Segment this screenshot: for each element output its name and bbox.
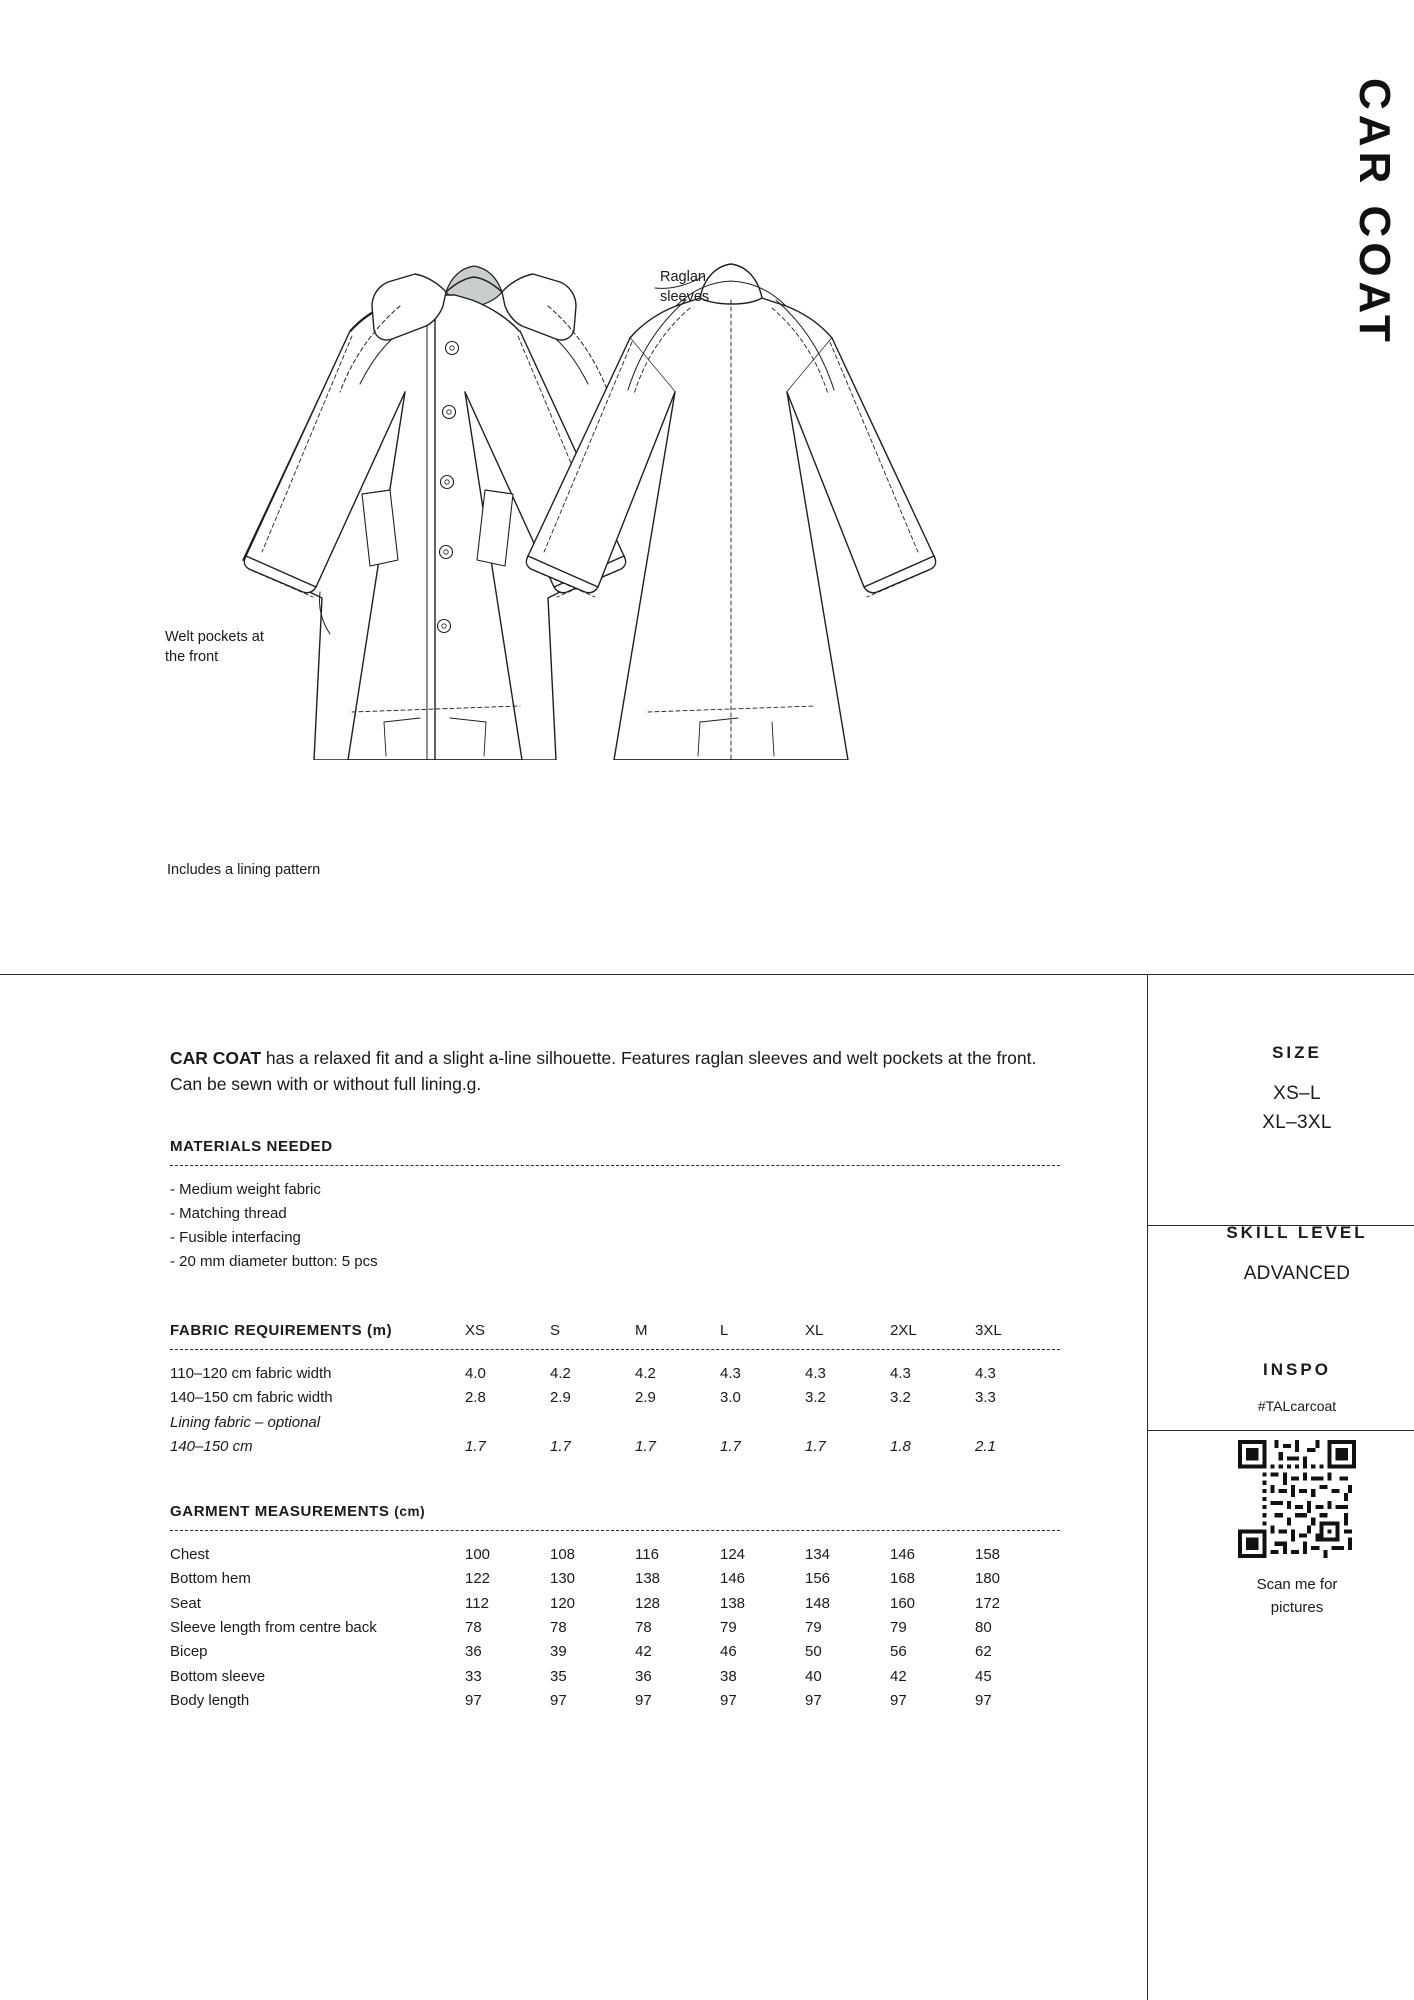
callout-raglan-line1: Raglan [660,269,706,285]
cell-3xl: 2.1 [975,1437,996,1455]
cell-xs: 122 [465,1570,491,1588]
cell-3xl: 62 [975,1643,992,1661]
technical-drawing [0,0,1180,760]
callout-welt-line2: the front [165,648,219,665]
cell-s: 120 [550,1594,576,1612]
size-block [1180,975,1414,1138]
garment-measurements-block [170,1503,1060,1713]
cell-m: 36 [635,1667,652,1685]
page-title: CAR COAT [1350,78,1399,347]
cell-3xl: 158 [975,1546,1001,1564]
fabric-heading [170,1319,465,1343]
cell-l: 138 [720,1594,746,1612]
cell-2xl: 168 [890,1570,916,1588]
cell-s: 78 [550,1619,567,1637]
skill-level-block [1180,1138,1414,1288]
intro-bold: CAR COAT [170,1048,262,1068]
qr-code[interactable] [1238,1440,1356,1558]
list-item: - 20 mm diameter button: 5 pcs [170,1253,378,1271]
row-label: Chest [170,1546,210,1564]
row-label: Seat [170,1594,201,1612]
row-label: Bicep [170,1643,208,1661]
size-col-m: M [635,1321,648,1339]
measurements-unit: (cm) [394,1504,426,1520]
inspo-heading: INSPO [1263,1360,1331,1380]
cell-xs: 36 [465,1643,482,1661]
row-label: Bottom hem [170,1570,251,1588]
cell-xs: 4.0 [465,1364,486,1382]
cell-2xl: 97 [890,1691,907,1709]
cell-3xl: 3.3 [975,1389,996,1407]
cell-xl: 79 [805,1619,822,1637]
cell-s: 108 [550,1546,576,1564]
row-label: Bottom sleeve [170,1667,266,1685]
skill-level-value: ADVANCED [1243,1262,1351,1284]
fabric-requirements-block [170,1319,1060,1459]
table-row [170,1362,1060,1386]
table-row [170,1435,1060,1459]
cell-s: 97 [550,1691,567,1709]
list-item: - Medium weight fabric [170,1180,321,1198]
fabric-requirements-table [170,1319,1060,1343]
cell-xl: 148 [805,1594,831,1612]
cell-xl: 1.7 [805,1437,826,1455]
callout-raglan-line2: sleeves [660,288,710,305]
table-row [170,1592,1060,1616]
cell-s: 35 [550,1667,567,1685]
fabric-heading-text: FABRIC REQUIREMENTS [170,1321,363,1339]
size-col-2xl: 2XL [890,1321,917,1339]
cell-m: 1.7 [635,1437,656,1455]
cell-2xl: 4.3 [890,1364,911,1382]
measurements-dashed-rule [170,1530,1060,1531]
callout-welt-line1: Welt pockets at [165,629,264,645]
callout-welt-pockets [165,628,264,667]
row-label: 140–150 cm [170,1437,253,1455]
cell-m: 42 [635,1643,652,1661]
size-col-l: L [720,1321,729,1339]
cell-xl: 134 [805,1546,831,1564]
cell-l: 1.7 [720,1437,741,1455]
cell-m: 4.2 [635,1364,656,1382]
cell-l: 146 [720,1570,746,1588]
size-heading: SIZE [1272,1043,1322,1062]
materials-dashed-rule [170,1165,1060,1166]
cell-3xl: 45 [975,1667,992,1685]
cell-xl: 40 [805,1667,822,1685]
scan-caption [1180,1574,1414,1619]
measurements-heading [170,1503,1060,1520]
cell-2xl: 56 [890,1643,907,1661]
size-range-2: XL–3XL [1262,1112,1332,1134]
cell-3xl: 180 [975,1570,1001,1588]
fabric-unit: (m) [367,1321,393,1339]
cell-m: 78 [635,1619,652,1637]
cell-xl: 50 [805,1643,822,1661]
spacer-2 [170,1459,1060,1503]
list-item: - Matching thread [170,1204,287,1222]
inspo-hashtag: #TALcarcoat [1257,1398,1337,1415]
cell-2xl: 1.8 [890,1437,911,1455]
table-row [170,1616,1060,1640]
cell-s: 130 [550,1570,576,1588]
cell-l: 38 [720,1667,737,1685]
size-range-1: XS–L [1273,1083,1321,1104]
cell-xl: 3.2 [805,1389,826,1407]
cell-xl: 97 [805,1691,822,1709]
cell-3xl: 97 [975,1691,992,1709]
materials-list [170,1178,1060,1275]
cell-l: 46 [720,1643,737,1661]
table-header-row [170,1319,1060,1343]
garment-measurements-table [170,1543,1060,1713]
sidebar [1180,975,1414,2000]
cell-xs: 1.7 [465,1437,486,1455]
cell-2xl: 146 [890,1546,916,1564]
table-row [170,1567,1060,1591]
materials-heading: MATERIALS NEEDED [170,1137,333,1155]
cell-2xl: 79 [890,1619,907,1637]
cell-m: 2.9 [635,1389,656,1407]
cell-2xl: 3.2 [890,1389,911,1407]
cell-xs: 112 [465,1594,489,1612]
cell-2xl: 160 [890,1594,916,1612]
materials-block [170,1138,1060,1275]
cell-s: 39 [550,1643,567,1661]
cell-xs: 33 [465,1667,482,1685]
size-col-xl: XL [805,1321,824,1339]
cell-3xl: 4.3 [975,1364,996,1382]
cell-m: 128 [635,1594,661,1612]
main-column [170,1045,1060,1713]
list-item: - Fusible interfacing [170,1229,301,1247]
cell-l: 124 [720,1546,746,1564]
intro-rest: has a relaxed fit and a slight a-line silhouette. Features raglan sleeves and welt pockets at the front. Can be sewn with or without full lining.g. [170,1048,1037,1095]
cell-xl: 4.3 [805,1364,826,1382]
cell-s: 4.2 [550,1364,571,1382]
spacer [170,1275,1060,1319]
fabric-requirements-body [170,1362,1060,1459]
cell-xs: 100 [465,1546,491,1564]
cell-l: 3.0 [720,1389,741,1407]
cell-xs: 2.8 [465,1389,486,1407]
row-label: 140–150 cm fabric width [170,1389,333,1407]
skill-level-heading: SKILL LEVEL [1226,1222,1368,1242]
scan-line-2: pictures [1270,1598,1324,1616]
cell-m: 138 [635,1570,661,1588]
callout-raglan-sleeves [660,268,709,307]
inspo-block [1180,1288,1414,1619]
table-row [170,1689,1060,1713]
scan-line-1: Scan me for [1256,1576,1338,1593]
cell-3xl: 80 [975,1619,992,1637]
qr-code-svg [1238,1440,1356,1558]
cell-2xl: 42 [890,1667,907,1685]
intro-paragraph [170,1045,1050,1098]
table-row [170,1640,1060,1664]
size-col-s: S [550,1321,561,1339]
cell-xs: 97 [465,1691,482,1709]
cell-l: 97 [720,1691,737,1709]
table-row [170,1411,1060,1435]
row-label: Sleeve length from centre back [170,1619,377,1637]
lining-optional-label: Lining fabric – optional [170,1413,321,1431]
cell-xs: 78 [465,1619,482,1637]
table-row [170,1665,1060,1689]
row-label: 110–120 cm fabric width [170,1364,332,1382]
cell-s: 1.7 [550,1437,571,1455]
cell-l: 4.3 [720,1364,741,1382]
size-col-xs: XS [465,1321,486,1339]
table-row [170,1543,1060,1567]
cell-m: 116 [635,1546,659,1564]
fabric-dashed-rule [170,1349,1060,1350]
measurements-heading-text: GARMENT MEASUREMENTS [170,1503,390,1521]
table-row [170,1386,1060,1410]
cell-s: 2.9 [550,1389,571,1407]
row-label: Body length [170,1691,250,1709]
cell-m: 97 [635,1691,652,1709]
cell-l: 79 [720,1619,737,1637]
size-col-3xl: 3XL [975,1321,1002,1339]
cell-xl: 156 [805,1570,831,1588]
lining-pattern-note: Includes a lining pattern [167,862,321,878]
cell-3xl: 172 [975,1594,1001,1612]
info-section [0,975,1414,2000]
